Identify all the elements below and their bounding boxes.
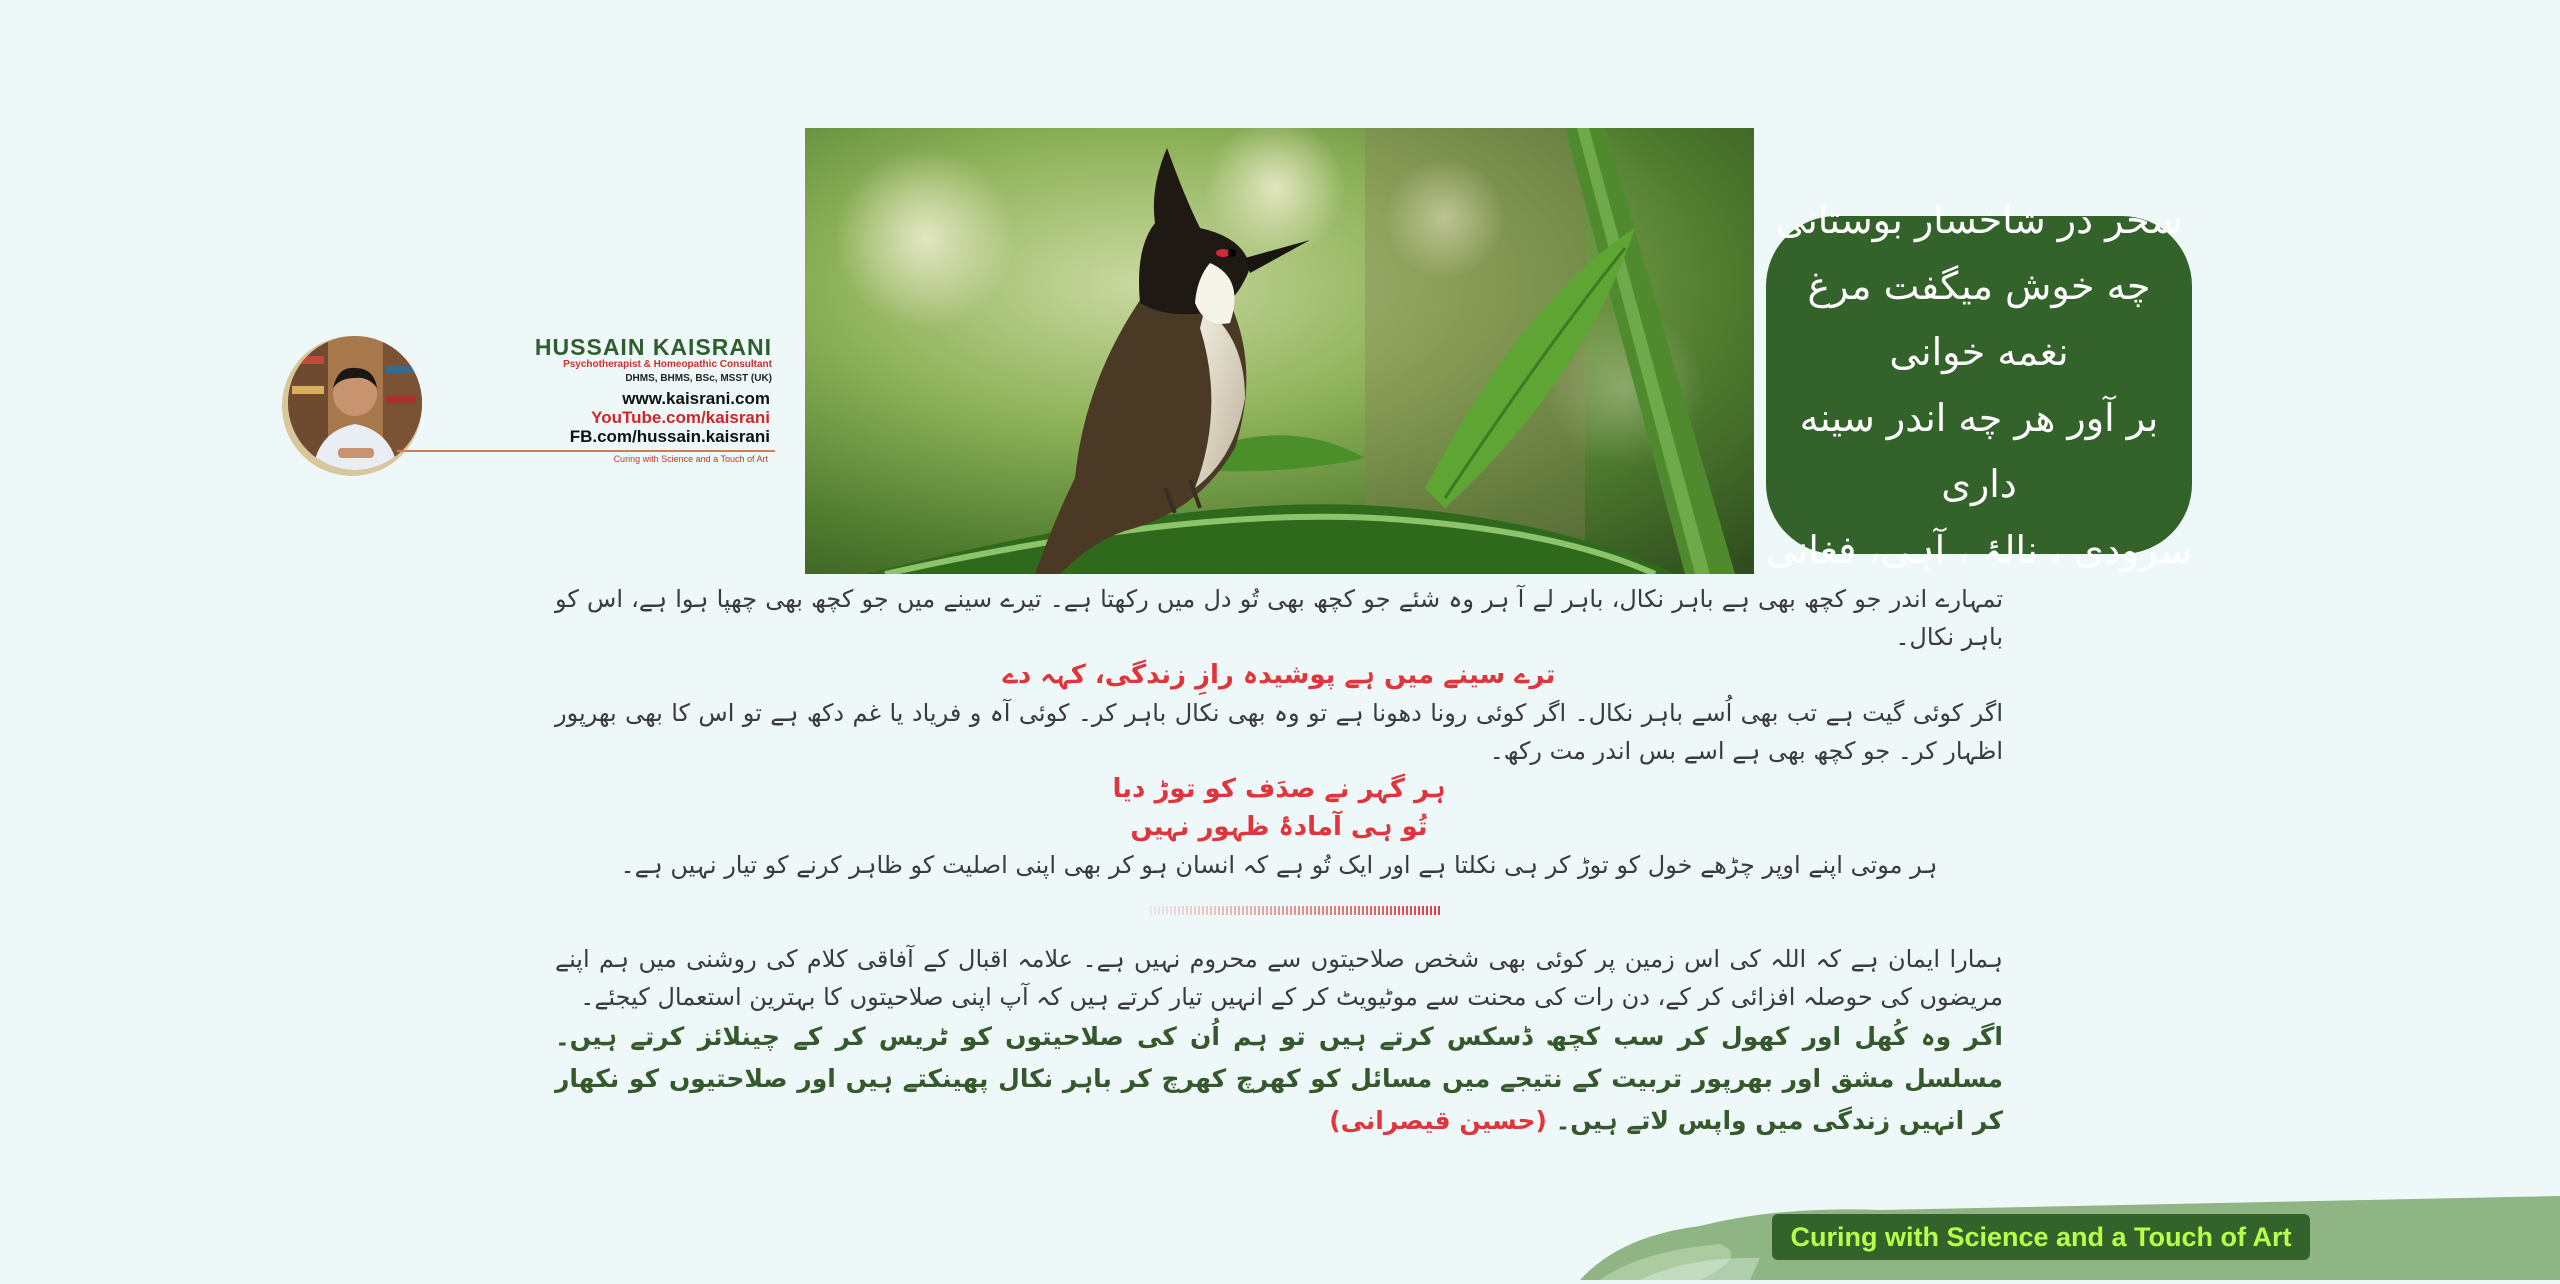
poem-line: چه خوش میگفت مرغ نغمه خوانی xyxy=(1807,264,2151,374)
bird-photo xyxy=(805,128,1754,574)
profile-degrees: DHMS, BHMS, BSc, MSST (UK) xyxy=(625,373,772,384)
paragraph-5 xyxy=(555,1016,2003,1142)
author-name: (حسین قیصرانی) xyxy=(1329,1106,1547,1135)
verse-2-line-2: تُو ہی آمادۂ ظہور نہیں xyxy=(1130,812,1428,842)
verse-1: ترے سینے میں ہے پوشیدہ رازِ زندگی، کہہ دے xyxy=(1002,660,1556,690)
paragraph-2: اگر کوئی گیت ہے تب بھی اُسے باہر نکال۔ اگر کوئی رونا دھونا ہے تو وہ بھی نکال باہر کر۔ کوئی آہ و فریاد یا غم دکھ ہے تو اس کا بھی بھرپور اظہار کر۔ جو کچھ بھی ہے اسے بس اندر مت رکھ۔ xyxy=(555,699,2003,765)
section-divider xyxy=(1150,906,1440,915)
article xyxy=(555,580,2003,1142)
profile-title: Psychotherapist & Homeopathic Consultant xyxy=(563,359,772,370)
poem-line: بر آور هر چه اندر سینه داری xyxy=(1799,396,2159,506)
verse-2-line-1: ہر گہر نے صدَف کو توڑ دیا xyxy=(1112,774,1446,804)
facebook-link[interactable]: FB.com/hussain.kaisrani xyxy=(569,427,770,446)
website-link[interactable]: www.kaisrani.com xyxy=(622,389,770,408)
profile-name: HUSSAIN KAISRANI xyxy=(534,334,772,360)
poem-line: سرودی ، نالۂ ، آہی، فغانی xyxy=(1766,528,2192,572)
paragraph-1: تمہارے اندر جو کچھ بھی ہے باہر نکال، باہر لے آ ہر وہ شئے جو کچھ بھی تُو دل میں رکھتا ہے۔ تیرے سینے میں جو کچھ بھی چھپا ہوا ہے، اس کو باہر نکال۔ xyxy=(555,585,2003,651)
paragraph-5-text: اگر وہ کُھل اور کھول کر سب کچھ ڈسکس کرتے ہیں تو ہم اُن کی صلاحیتوں کو ٹریس کر کے چینلائز کرتے ہیں۔ مسلسل مشق اور بھرپور تربیت کے نتیجے میں مسائل کو کھرچ کھرچ کر باہر نکال پھینکتے ہیں اور صلاحتیوں کو نکھار کر انہیں زندگی میں واپس لاتے ہیں۔ xyxy=(555,1022,2003,1135)
profile-card xyxy=(282,326,780,476)
poem-line: سحر در شاخسار بوستانی xyxy=(1775,198,2183,242)
paragraph-4: ہمارا ایمان ہے کہ اللہ کی اس زمین پر کوئی بھی شخص صلاحیتوں سے محروم نہیں ہے۔ علامہ اقبال کے آفاقی کلام کی روشنی میں ہم اپنے مریضوں کی حوصلہ افزائی کر کے، دن رات کی محنت سے موٹیویٹ کر کے انہیں تیار کرتے ہیں کہ آپ اپنی صلاحیتوں کا بہترین استعمال کیجئے۔ xyxy=(555,945,2003,1011)
profile-divider xyxy=(397,450,775,452)
poem-box xyxy=(1766,198,2192,572)
youtube-link[interactable]: YouTube.com/kaisrani xyxy=(591,408,770,427)
profile-tagline: Curing with Science and a Touch of Art xyxy=(613,454,768,464)
footer-tagline: Curing with Science and a Touch of Art xyxy=(1772,1214,2310,1260)
paragraph-3: ہر موتی اپنے اوپر چڑھے خول کو توڑ کر ہی نکلتا ہے اور ایک تُو ہے کہ انسان ہو کر بھی اپنی اصلیت کو ظاہر کرنے کو تیار نہیں ہے۔ xyxy=(620,851,1938,879)
